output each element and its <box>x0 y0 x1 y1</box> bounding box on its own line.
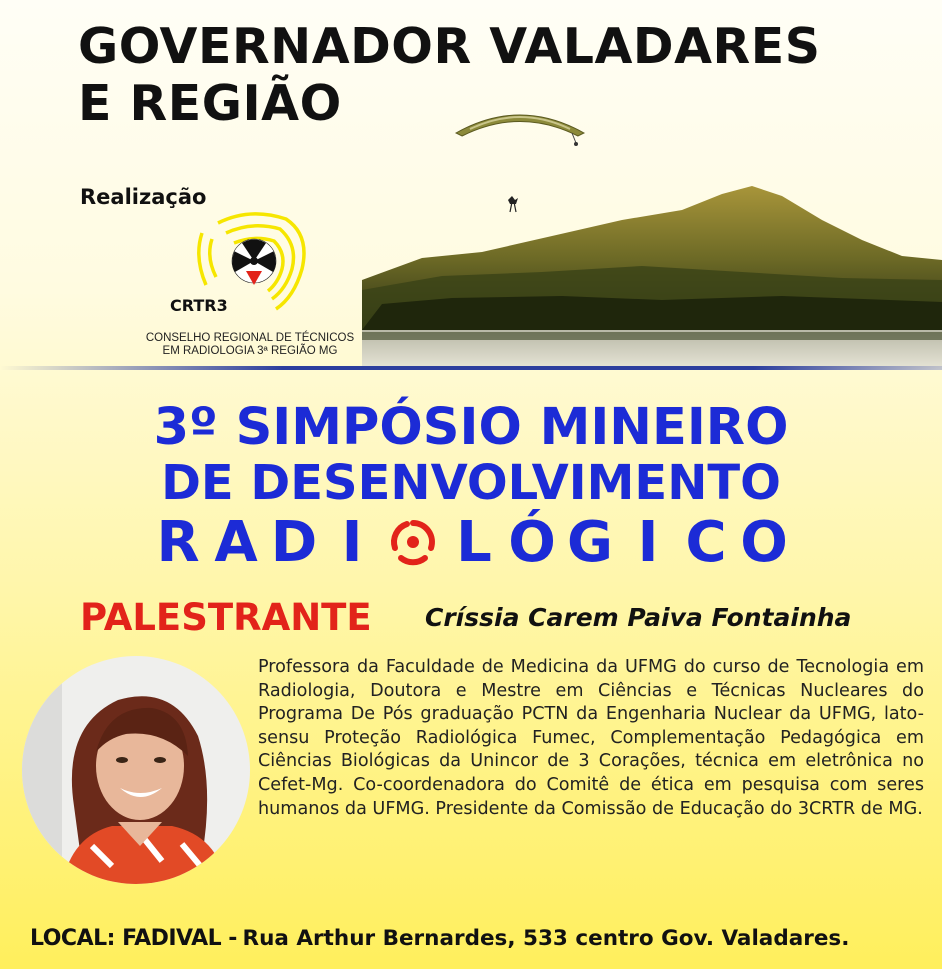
title-letter: L <box>456 509 492 575</box>
title-letter: Ó <box>508 509 556 575</box>
paraglider-illustration <box>450 103 590 149</box>
city-line-2: E REGIÃO <box>78 75 342 132</box>
location-label: LOCAL: FADIVAL - <box>30 926 237 951</box>
event-location <box>30 926 849 951</box>
title-letter: I <box>637 509 659 575</box>
title-letter: O <box>740 509 788 575</box>
title-letter: G <box>567 509 613 575</box>
council-name <box>140 332 360 358</box>
divider-rule <box>0 366 942 370</box>
title-letter: R <box>156 509 200 575</box>
title-letter: D <box>270 509 318 575</box>
title-letter: A <box>214 509 258 575</box>
organizer-acronym: CRTR3 <box>170 296 228 315</box>
speaker-photo <box>22 656 250 884</box>
speaker-heading: PALESTRANTE <box>80 596 372 639</box>
speaker-bio: Professora da Faculdade de Medicina da UFMG do curso de Tecnologia em Radiologia, Doutora e Mestre em Ciências e Técnicas Nucleares do Programa De Pós graduação PCTN da Engenharia Nuclear da UFMG, lato-sensu Proteção Radiológica Fumec, Complementação Pedagógica em Ciências Biológicas da Unincor de 3 Corações, técnica em eletrônica no Cefet-Mg. Co-coordenadora do Comitê de ética em pesquisa com seres humanos da UFMG. Presidente da Comissão de Educação do 3CRTR de MG. <box>258 657 924 819</box>
radiation-target-icon <box>381 512 445 572</box>
title-letter: I <box>341 509 363 575</box>
organizer-label: Realização <box>80 185 207 209</box>
event-title-line-2: DE DESENVOLVIMENTO <box>161 455 781 511</box>
mountain-landscape-illustration <box>362 180 942 370</box>
location-address: Rua Arthur Bernardes, 533 centro Gov. Valadares. <box>242 926 850 951</box>
council-line-1: CONSELHO REGIONAL DE TÉCNICOS <box>145 332 355 344</box>
city-line-1: GOVERNADOR VALADARES <box>78 18 821 75</box>
title-letter: C <box>685 509 727 575</box>
council-line-2: EM RADIOLOGIA 3ª REGIÃO MG <box>162 345 338 357</box>
speaker-name: Críssia Carem Paiva Fontainha <box>425 603 852 632</box>
event-title-line-3 <box>0 508 942 576</box>
event-title-line-1: 3º SIMPÓSIO MINEIRO <box>153 398 789 457</box>
